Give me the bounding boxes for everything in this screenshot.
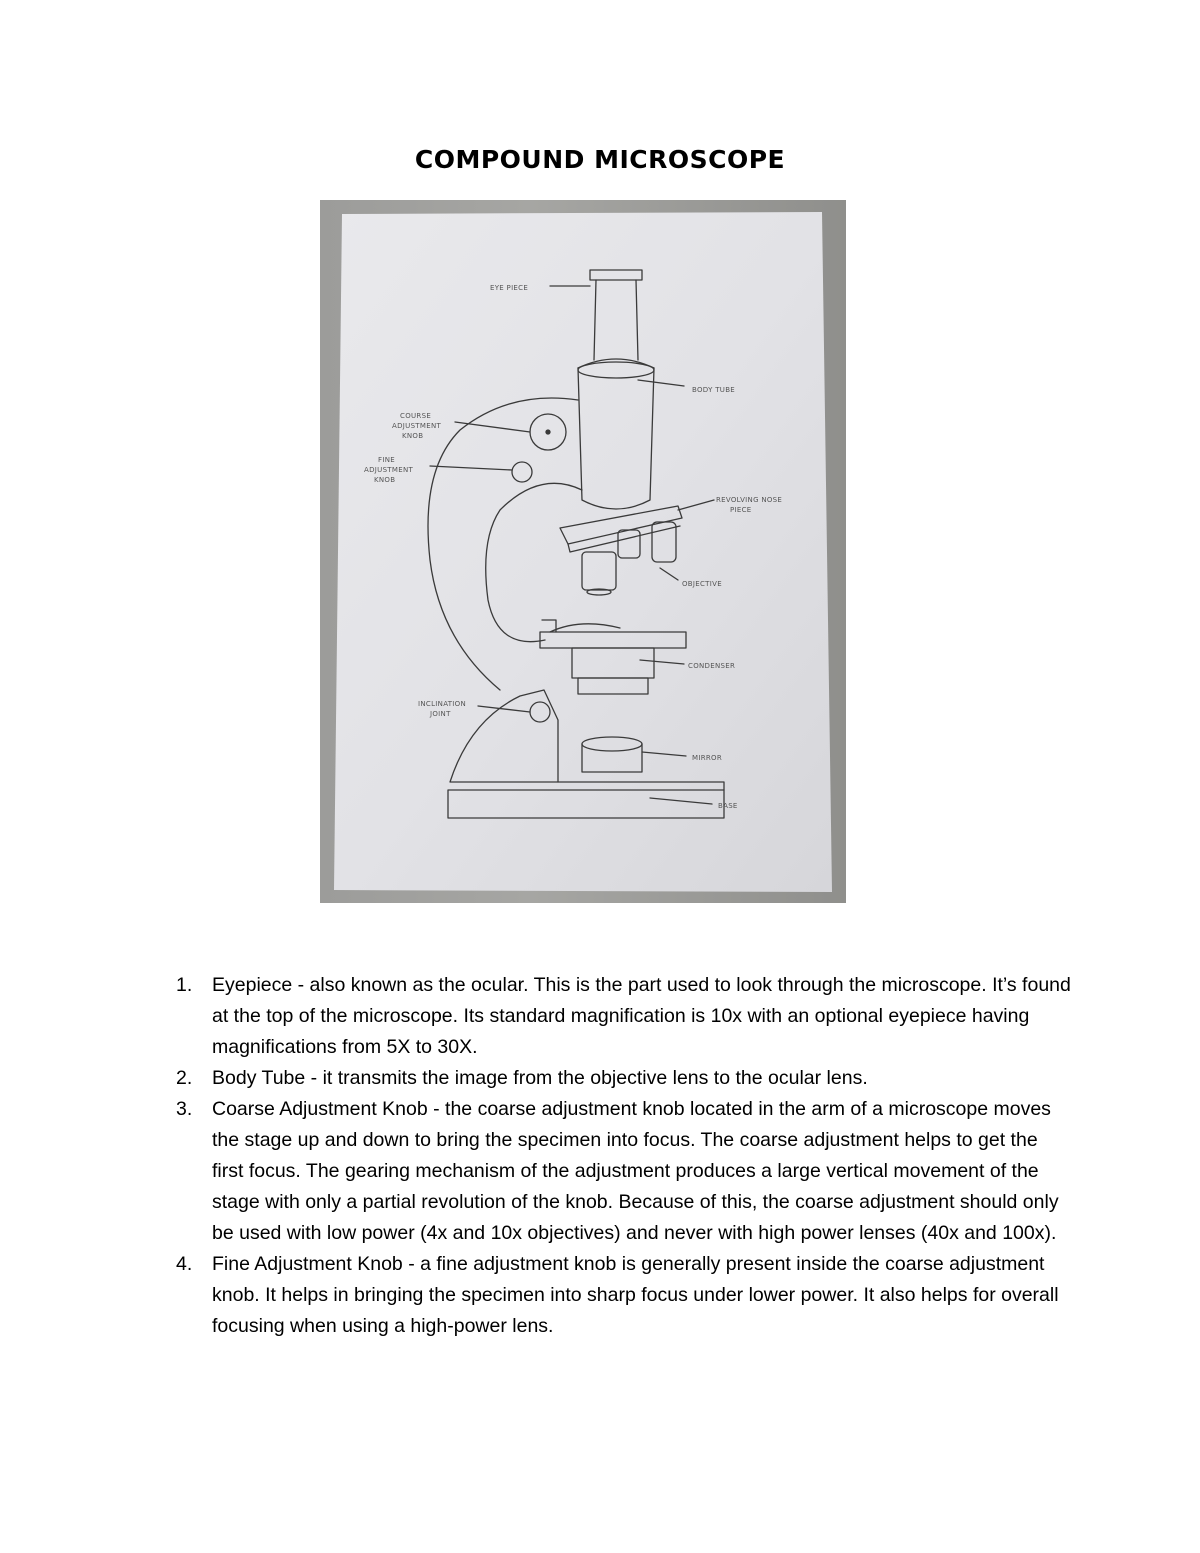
label-inclination-1: INCLINATION — [418, 700, 467, 708]
list-item — [172, 1063, 1072, 1094]
list-text: Eyepiece - also known as the ocular. This is the part used to look through the microscope. It’s found at the top of the microscope. Its standard magnification is 10x with an optional eyepiece having magnifications from 5X to 30X. — [212, 974, 1071, 1058]
list-number: 2. — [176, 1067, 193, 1089]
label-coarse-knob-2: ADJUSTMENT — [392, 422, 442, 430]
list-text: Body Tube - it transmits the image from the objective lens to the ocular lens. — [212, 1067, 868, 1089]
list-item — [172, 1094, 1072, 1249]
list-number: 1. — [176, 974, 193, 996]
label-nosepiece-2: PIECE — [730, 506, 752, 514]
label-inclination-2: JOINT — [430, 710, 451, 718]
label-eye-piece: EYE PIECE — [490, 284, 529, 292]
label-fine-knob-2: ADJUSTMENT — [364, 466, 414, 474]
label-mirror: MIRROR — [692, 754, 723, 762]
label-nosepiece-1: REVOLVING NOSE — [716, 496, 783, 504]
parts-list — [172, 970, 1072, 1342]
page-title: COMPOUND MICROSCOPE — [414, 145, 786, 174]
label-fine-knob-3: KNOB — [374, 476, 396, 484]
list-text: Coarse Adjustment Knob - the coarse adjustment knob located in the arm of a microscope moves the stage up and down to bring the specimen into focus. The coarse adjustment helps to get the first focus. The gearing mechanism of the adjustment produces a large vertical movement of the stage with only a partial revolution of the knob. Because of this, the coarse adjustment should only be used with low power (4x and 10x objectives) and never with high power lenses (40x and 100x). — [212, 1098, 1059, 1244]
microscope-photo — [320, 200, 846, 903]
microscope-drawing — [320, 200, 846, 903]
label-body-tube: BODY TUBE — [692, 386, 736, 394]
label-base: BASE — [718, 802, 738, 810]
label-fine-knob-1: FINE — [378, 456, 395, 464]
list-item — [172, 1249, 1072, 1342]
list-text: Fine Adjustment Knob - a fine adjustment knob is generally present inside the coarse adjustment knob. It helps in bringing the specimen into sharp focus under lower power. It also helps for overall focusing when using a high-power lens. — [212, 1253, 1059, 1337]
label-objective: OBJECTIVE — [682, 580, 722, 588]
list-item — [172, 970, 1072, 1063]
label-condenser: CONDENSER — [688, 662, 736, 670]
list-number: 4. — [176, 1253, 193, 1275]
label-coarse-knob-3: KNOB — [402, 432, 424, 440]
list-number: 3. — [176, 1098, 193, 1120]
label-coarse-knob-1: COURSE — [400, 412, 432, 420]
